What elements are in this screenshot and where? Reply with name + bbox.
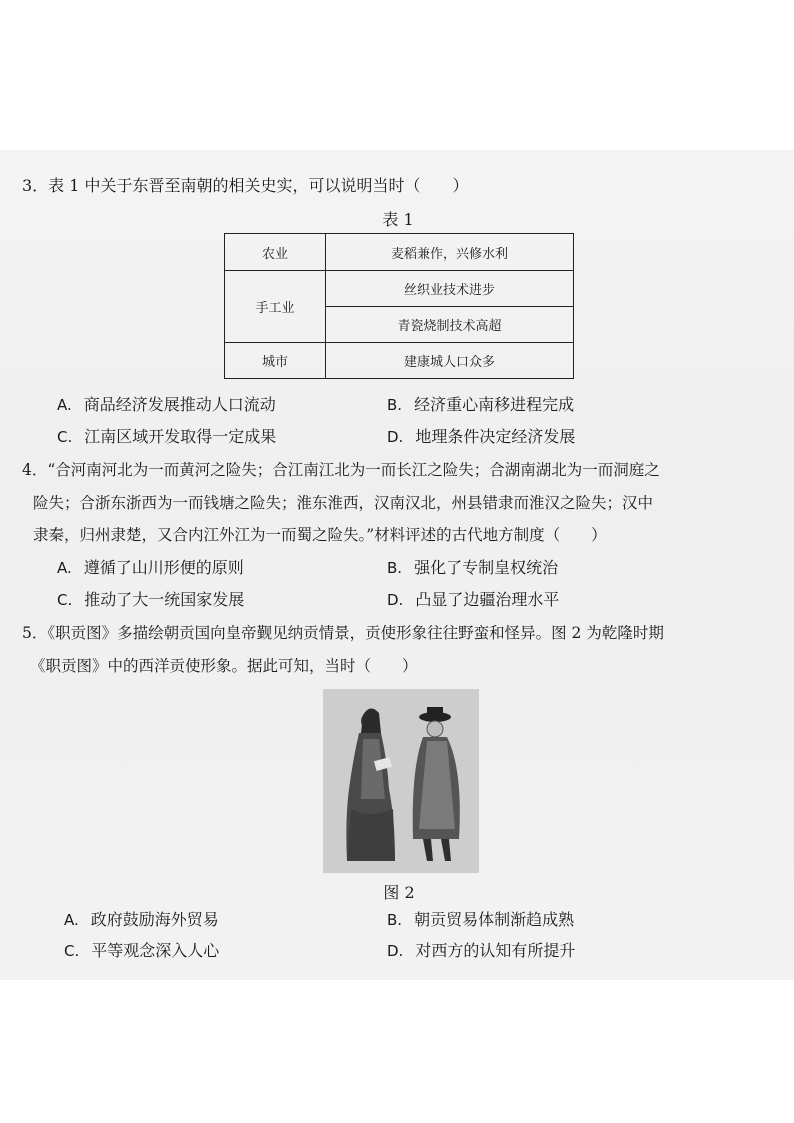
q3-option-c[interactable]: [57, 426, 276, 448]
table-1-caption: 表 1: [382, 210, 414, 229]
table-row-agriculture: [225, 234, 574, 271]
q3-stem: 3．表 1 中关于东晋至南朝的相关史实，可以说明当时（ ）: [22, 176, 469, 195]
q4-option-a[interactable]: [57, 557, 244, 579]
table-row-handicraft: [225, 271, 574, 307]
table-label-handicraft: 手工业: [225, 271, 326, 343]
figure-2-caption: 图 2: [383, 883, 415, 902]
option-text: 遵循了山川形便的原则: [83, 558, 244, 577]
option-letter: D.: [387, 591, 404, 609]
q5-stem-line-1: 5．《职贡图》多描绘朝贡国向皇帝觐见纳贡情景，贡使形象往往野蛮和怪异。图 2 为乾隆时期: [22, 624, 664, 642]
table-cell-agriculture: 麦稻兼作，兴修水利: [326, 234, 574, 271]
table-cell-handicraft-1: 丝织业技术进步: [326, 271, 574, 307]
option-text: 朝贡贸易体制渐趋成熟: [414, 910, 575, 929]
option-letter: C.: [57, 591, 73, 609]
option-text: 平等观念深入人心: [91, 941, 220, 960]
q4-option-d[interactable]: [387, 589, 559, 611]
option-text: 强化了专制皇权统治: [414, 558, 559, 577]
table-cell-city: 建康城人口众多: [326, 343, 574, 379]
option-text: 对西方的认知有所提升: [415, 941, 576, 960]
option-letter: A.: [57, 396, 72, 414]
table-row-city: [225, 343, 574, 379]
q4-option-b[interactable]: [387, 557, 558, 579]
q5-option-c[interactable]: [64, 940, 219, 962]
q4-stem-line-2: 险失；合浙东浙西为一而钱塘之险失；淮东淮西，汉南汉北，州县错隶而淮汉之险失；汉中: [33, 494, 654, 512]
q3-option-b[interactable]: [387, 394, 574, 416]
table-label-agriculture: 农业: [225, 234, 326, 271]
option-letter: C.: [64, 942, 80, 960]
option-text: 地理条件决定经济发展: [415, 427, 576, 446]
option-text: 政府鼓励海外贸易: [90, 910, 219, 929]
option-text: 推动了大一统国家发展: [84, 590, 245, 609]
q5-option-b[interactable]: [387, 909, 574, 931]
table-1: [224, 233, 574, 379]
option-letter: D.: [387, 942, 404, 960]
q4-stem-line-3: 隶秦，归州隶楚，又合内江外江为一而蜀之险失。”材料评述的古代地方制度（ ）: [33, 526, 607, 544]
option-letter: B.: [387, 559, 403, 577]
option-text: 商品经济发展推动人口流动: [83, 395, 276, 414]
envoys-illustration: [323, 689, 479, 873]
q4-option-c[interactable]: [57, 589, 244, 611]
table-cell-handicraft-2: 青瓷烧制技术高超: [326, 307, 574, 343]
option-letter: B.: [387, 911, 403, 929]
q4-stem-line-1: 4．“合河南河北为一而黄河之险失；合江南江北为一而长江之险失；合湖南湖北为一而洞庭之: [22, 461, 660, 479]
q5-option-d[interactable]: [387, 940, 575, 962]
option-text: 经济重心南移进程完成: [414, 395, 575, 414]
q3-option-d[interactable]: [387, 426, 575, 448]
option-text: 江南区域开发取得一定成果: [84, 427, 277, 446]
option-letter: C.: [57, 428, 73, 446]
option-letter: B.: [387, 396, 403, 414]
q3-option-a[interactable]: [57, 394, 276, 416]
option-letter: D.: [387, 428, 404, 446]
option-letter: A.: [64, 911, 79, 929]
option-letter: A.: [57, 559, 72, 577]
q5-option-a[interactable]: [64, 909, 219, 931]
figure-2-western-envoys-image: [323, 689, 479, 873]
option-text: 凸显了边疆治理水平: [415, 590, 560, 609]
q5-stem-line-2: 《职贡图》中的西洋贡使形象。据此可知，当时（ ）: [30, 657, 418, 675]
table-label-city: 城市: [225, 343, 326, 379]
